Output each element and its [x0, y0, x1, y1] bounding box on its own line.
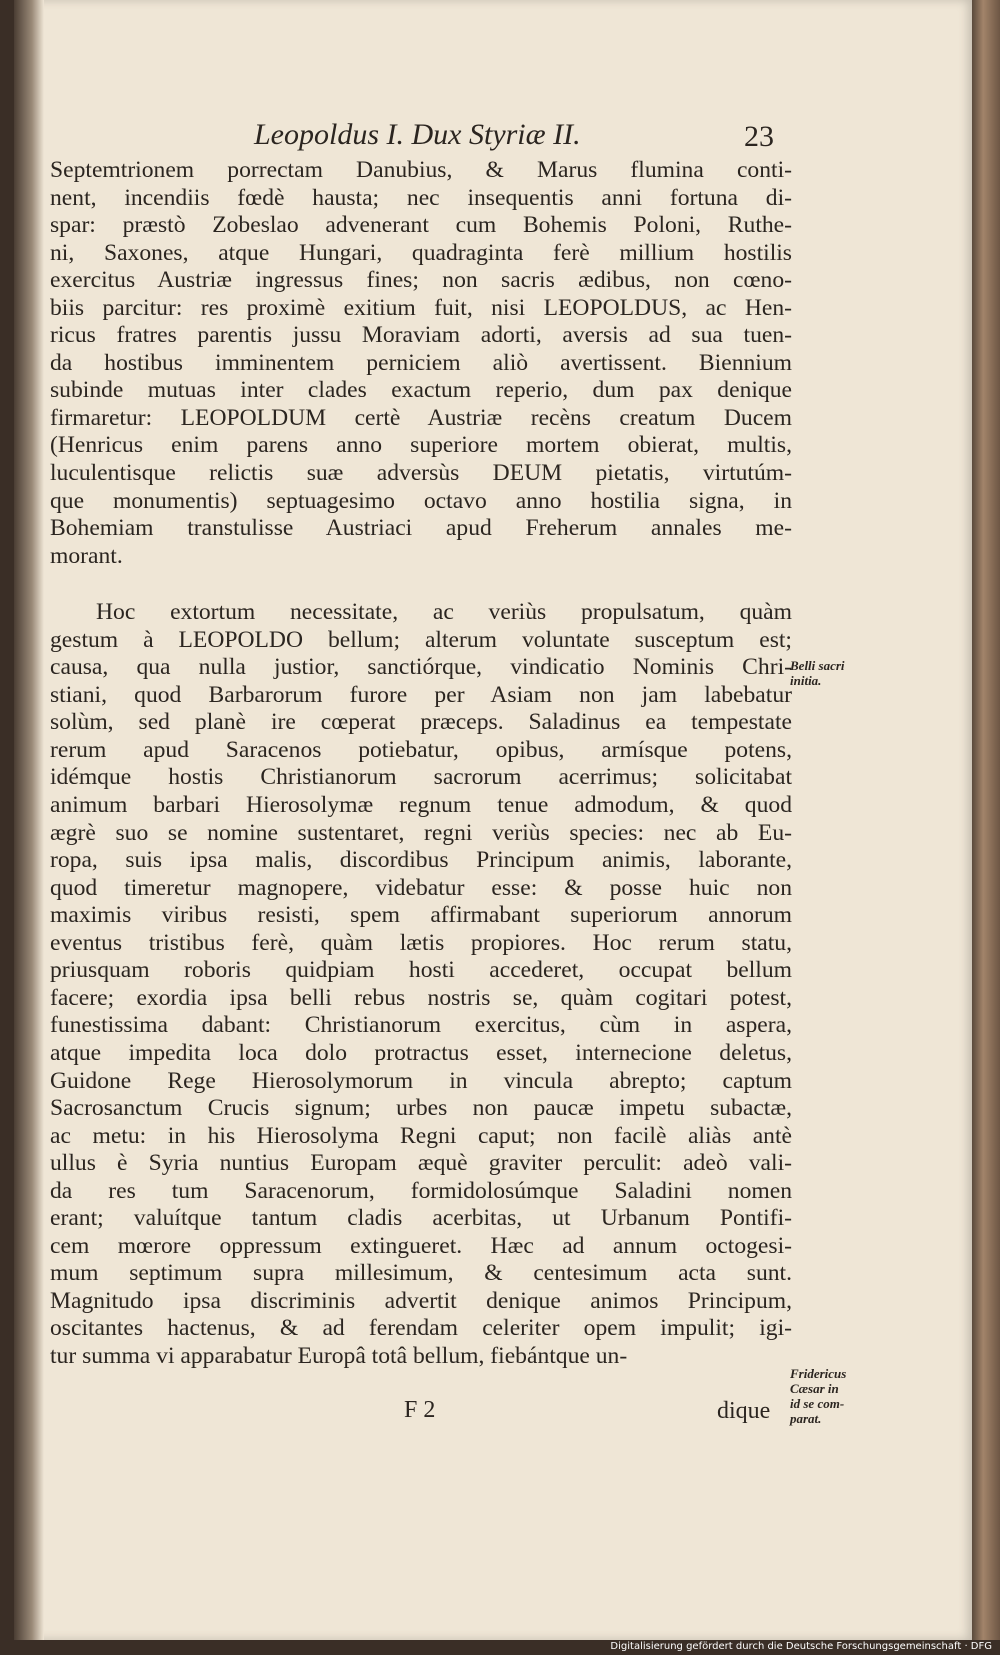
page-number: 23	[744, 120, 774, 153]
text-line: erant; valuítque tantum cladis acerbitas, ut Urbanum Pontifi-	[50, 1205, 792, 1232]
digitization-credit: Digitalisierung gefördert durch die Deutsche Forschungsgemeinschaft · DFG	[606, 1640, 996, 1653]
book-page	[14, 0, 974, 1640]
text-line: causa, qua nulla justior, sanctiórque, vindicatio Nominis Chri-	[50, 654, 792, 681]
text-line: tur summa vi apparabatur Europâ totâ bellum, fiebántque un-	[50, 1342, 628, 1369]
text-line: ullus è Syria nuntius Europam æquè graviter perculit: adeò vali-	[50, 1150, 792, 1177]
text-line: ni, Saxones, atque Hungari, quadraginta ferè millium hostilis	[50, 239, 792, 266]
body-text	[50, 157, 792, 1371]
text-line: Hoc extortum necessitate, ac veriùs propulsatum, quàm	[96, 599, 792, 626]
text-line: oscitantes hactenus, & ad ferendam celeriter opem impulit; igi-	[50, 1315, 792, 1342]
text-line: luculentisque relictis suæ adversùs DEUM pietatis, virtutúm-	[50, 460, 792, 487]
text-line: firmaretur: LEOPOLDUM certè Austriæ recèns creatum Ducem	[50, 404, 792, 431]
paragraph-2	[50, 599, 792, 1370]
margin-note-fridericus	[790, 1366, 846, 1426]
text-line: ricus fratres parentis jussu Moraviam adorti, aversis ad sua tuen-	[50, 322, 792, 349]
text-line: spar: præstò Zobeslao advenerant cum Bohemis Poloni, Ruthe-	[50, 212, 792, 239]
text-line: cem mœrore oppressum extingueret. Hæc ad annum octogesi-	[50, 1232, 792, 1259]
text-line: da hostibus imminentem perniciem aliò avertissent. Biennium	[50, 349, 792, 376]
text-line: biis parcitur: res proximè exitium fuit, nisi LEOPOLDUS, ac Hen-	[50, 294, 792, 321]
text-line: quod timeretur magnopere, videbatur esse: & posse huic non	[50, 874, 792, 901]
text-line: Sacrosanctum Crucis signum; urbes non paucæ impetu subactæ,	[50, 1095, 792, 1122]
text-line: ægrè suo se nomine sustentaret, regni veriùs species: nec ab Eu-	[50, 819, 792, 846]
text-line: ac metu: in his Hierosolyma Regni caput; non facilè aliàs antè	[50, 1122, 792, 1149]
catchword: dique	[717, 1398, 771, 1424]
text-line: mum septimum supra millesimum, & centesimum acta sunt.	[50, 1260, 792, 1287]
text-line: solùm, sed planè ire cœperat præceps. Saladinus ea tempestate	[50, 709, 792, 736]
text-line: funestissima dabant: Christianorum exercitus, cùm in aspera,	[50, 1012, 792, 1039]
text-line: nent, incendiis fœdè hausta; nec insequentis anni fortuna di-	[50, 184, 792, 211]
margin-note-line: Cæsar in	[790, 1381, 839, 1396]
text-line: rerum apud Saracenos potiebatur, opibus, armísque potens,	[50, 736, 792, 763]
signature-mark: F 2	[404, 1397, 436, 1423]
text-line: Septemtrionem porrectam Danubius, & Marus flumina conti-	[50, 157, 792, 183]
text-line: gestum à LEOPOLDO bellum; alterum voluntate susceptum est;	[50, 626, 792, 653]
running-title: Leopoldus I. Dux Styriæ II.	[254, 118, 581, 151]
page-edge	[972, 0, 1000, 1640]
text-line: da res tum Saracenorum, formidolosúmque Saladini nomen	[50, 1177, 792, 1204]
text-line: eventus tristibus ferè, quàm lætis propiores. Hoc rerum statu,	[50, 929, 792, 956]
text-line: priusquam roboris quidpiam hosti accederet, occupat bellum	[50, 957, 792, 984]
margin-note-line: id se com-	[790, 1396, 845, 1411]
text-line: maximis viribus resisti, spem affirmabant superiorum annorum	[50, 902, 792, 929]
page-header	[14, 118, 974, 158]
margin-note-line: Fridericus	[790, 1366, 847, 1381]
margin-note-line: parat.	[790, 1411, 822, 1426]
text-line: animum barbari Hierosolymæ regnum tenue admodum, & quod	[50, 792, 792, 819]
text-line: (Henricus enim parens anno superiore mortem obierat, multis,	[50, 432, 792, 459]
text-line: stiani, quod Barbarorum furore per Asiam non jam labebatur	[50, 681, 792, 708]
page-binding	[14, 0, 44, 1640]
text-line: que monumentis) septuagesimo octavo anno hostilia signa, in	[50, 487, 792, 514]
text-line: subinde mutuas inter clades exactum reperio, dum pax denique	[50, 377, 792, 404]
margin-note-line: Belli sacri	[790, 658, 845, 673]
paragraph-gap	[50, 570, 792, 599]
margin-note-belli-sacri	[790, 658, 845, 688]
text-line: atque impedita loca dolo protractus esset, internecione deletus,	[50, 1039, 792, 1066]
text-line: exercitus Austriæ ingressus fines; non sacris ædibus, non cœno-	[50, 267, 792, 294]
text-line: morant.	[50, 542, 123, 569]
text-line: Guidone Rege Hierosolymorum in vincula abrepto; captum	[50, 1067, 792, 1094]
margin-note-line: initia.	[790, 673, 822, 688]
text-line: idémque hostis Christianorum sacrorum acerrimus; solicitabat	[50, 764, 792, 791]
text-line: facere; exordia ipsa belli rebus nostris se, quàm cogitari potest,	[50, 984, 792, 1011]
text-line: Magnitudo ipsa discriminis advertit denique animos Principum,	[50, 1287, 792, 1314]
text-line: Bohemiam transtulisse Austriaci apud Freherum annales me-	[50, 515, 792, 542]
paragraph-1	[50, 157, 792, 570]
text-line: ropa, suis ipsa malis, discordibus Principum animis, laborante,	[50, 847, 792, 874]
